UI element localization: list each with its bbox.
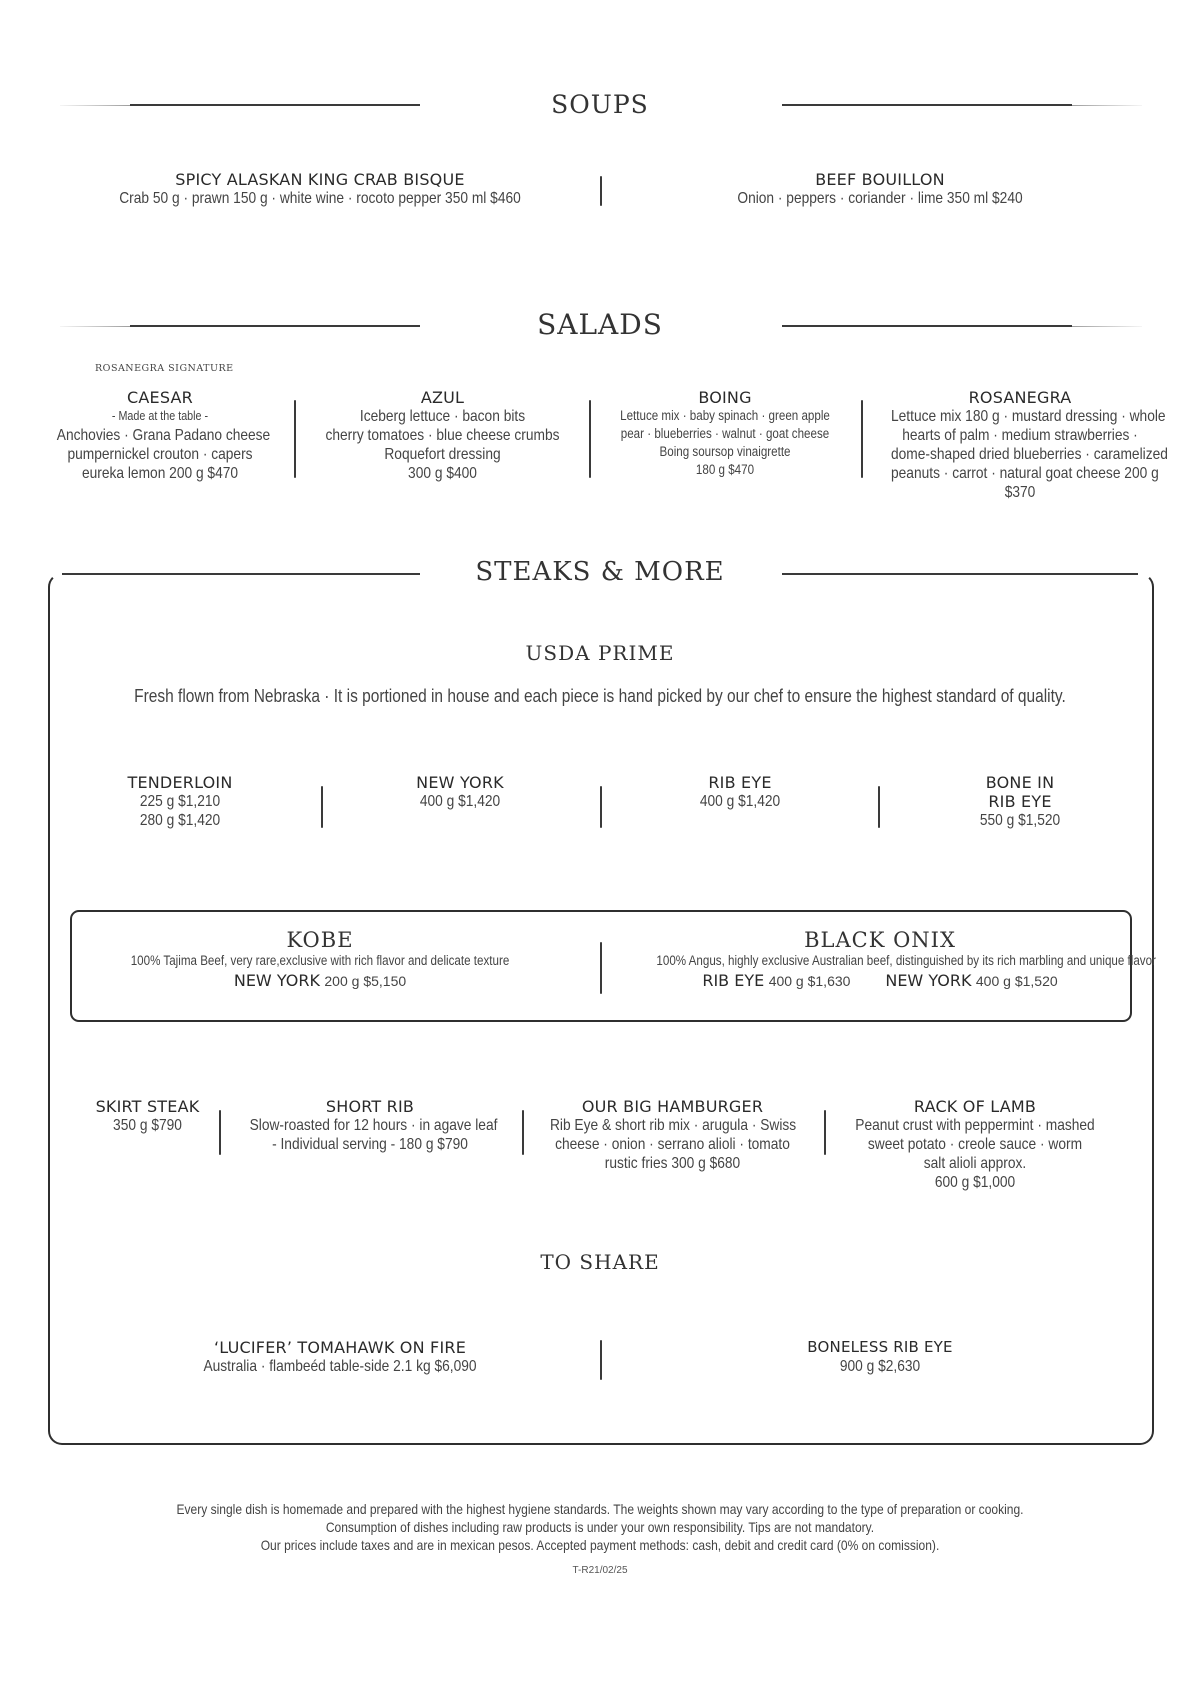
share-item <box>680 1338 1080 1376</box>
item-name: TENDERLOIN <box>127 773 233 792</box>
item-name: AZUL <box>420 388 465 407</box>
item-line: dome-shaped dried blueberries · caramelized <box>891 446 1168 463</box>
item-description: Australia · flambeéd table-side 2.1 kg $6,090 <box>203 1358 477 1375</box>
black-onix-cut1-detail: 400 g $1,630 <box>768 973 851 989</box>
salads-rule-right <box>782 325 1072 327</box>
item-name: SHORT RIB <box>325 1097 415 1116</box>
divider <box>600 1340 602 1380</box>
black-onix-title: BLACK ONIX <box>804 928 956 952</box>
steak-item <box>920 773 1120 830</box>
item-name: NEW YORK <box>416 773 504 792</box>
item-line: - Individual serving - 180 g $790 <box>272 1136 468 1153</box>
divider <box>600 786 602 828</box>
share-item <box>120 1338 560 1376</box>
kobe-cut-name: NEW YORK <box>233 971 320 990</box>
section-title-steaks: STEAKS & MORE <box>475 557 725 587</box>
item-line: Roquefort dressing <box>384 446 501 463</box>
usda-intro-wrap <box>0 685 1200 707</box>
item-name-line2: RIB EYE <box>988 792 1052 811</box>
item-name: SKIRT STEAK <box>95 1097 200 1116</box>
item-description: Crab 50 g · prawn 150 g · white wine · rocoto pepper 350 ml $460 <box>119 190 521 207</box>
footer-line: Every single dish is homemade and prepared with the highest hygiene standards. The weights shown may vary according to the type of preparation or cooking. <box>176 1501 1024 1517</box>
item-line: 400 g $1,420 <box>699 793 781 810</box>
divider <box>294 400 296 478</box>
divider <box>600 176 602 206</box>
item-name: BOING <box>698 388 752 407</box>
more-item <box>230 1097 510 1154</box>
subsection-title-usda: USDA PRIME <box>525 641 675 665</box>
item-name: BONELESS RIB EYE <box>807 1338 953 1356</box>
item-line: peanuts · carrot · natural goat cheese 200 g <box>891 465 1159 482</box>
item-description: 900 g $2,630 <box>839 1358 921 1375</box>
steak-item <box>360 773 560 811</box>
footer <box>0 1500 1200 1580</box>
item-line: rustic fries 300 g $680 <box>604 1155 741 1172</box>
item-line: Anchovies · Grana Padano cheese <box>56 427 271 444</box>
more-item <box>75 1097 220 1135</box>
item-line: 225 g $1,210 <box>139 793 221 810</box>
salad-item <box>600 388 850 479</box>
divider <box>824 1110 826 1155</box>
item-line: Slow-roasted for 12 hours · in agave leaf <box>249 1117 498 1134</box>
kobe-cut-line <box>95 970 545 993</box>
footer-line: Consumption of dishes including raw products is under your own responsibility. Tips are not mandatory. <box>325 1519 875 1535</box>
item-note: - Made at the table - <box>111 409 209 423</box>
soups-rule-right-fade <box>1072 105 1142 106</box>
black-onix-cut2-name: NEW YORK <box>885 971 972 990</box>
salad-item <box>40 388 280 483</box>
item-name: ROSANEGRA <box>968 388 1072 407</box>
footer-code: T-R21/02/25 <box>572 1565 628 1576</box>
item-line: 600 g $1,000 <box>934 1174 1016 1191</box>
item-description: Onion · peppers · coriander · lime 350 ml $240 <box>737 190 1023 207</box>
steak-item <box>80 773 280 830</box>
divider <box>861 400 863 478</box>
item-line: cheese · onion · serrano alioli · tomato <box>555 1136 790 1153</box>
item-line: 280 g $1,420 <box>139 812 221 829</box>
divider <box>600 942 602 994</box>
soups-rule-right <box>782 104 1072 106</box>
black-onix-cut2-detail: 400 g $1,520 <box>975 973 1058 989</box>
divider <box>522 1110 524 1155</box>
item-line: $370 <box>1004 484 1036 501</box>
item-line: pear · blueberries · walnut · goat cheese <box>620 426 830 441</box>
divider <box>321 786 323 828</box>
kobe-block <box>95 928 545 993</box>
section-title-soups: SOUPS <box>551 90 649 119</box>
item-name: ‘LUCIFER’ TOMAHAWK ON FIRE <box>213 1338 467 1357</box>
black-onix-cut1-name: RIB EYE <box>702 971 765 990</box>
more-item <box>835 1097 1115 1192</box>
item-name: CAESAR <box>127 388 193 407</box>
item-line: Peanut crust with peppermint · mashed <box>855 1117 1095 1134</box>
kobe-cut-detail: 200 g $5,150 <box>324 973 407 989</box>
black-onix-description: 100% Angus, highly exclusive Australian beef, distinguished by its rich marbling and unique flavor <box>656 953 1156 968</box>
usda-intro: Fresh flown from Nebraska · It is portioned in house and each piece is hand picked by our chef to ensure the highest standard of quality. <box>134 686 1066 706</box>
kobe-title: KOBE <box>286 928 354 952</box>
black-onix-block <box>620 928 1156 993</box>
salad-item <box>870 388 1170 502</box>
item-line: pumpernickel crouton · capers <box>67 446 253 463</box>
soup-item <box>630 170 1130 208</box>
subsection-title-to-share: TO SHARE <box>540 1250 660 1274</box>
soup-item <box>60 170 580 208</box>
item-line: eureka lemon 200 g $470 <box>81 465 239 482</box>
item-name: RIB EYE <box>708 773 772 792</box>
item-name: BONE IN <box>985 773 1055 792</box>
footer-line: Our prices include taxes and are in mexican pesos. Accepted payment methods: cash, debit and credit card (0% on comission). <box>260 1537 940 1553</box>
item-line: Lettuce mix 180 g · mustard dressing · whole <box>891 408 1166 425</box>
item-line: 550 g $1,520 <box>979 812 1061 829</box>
item-line: salt alioli approx. <box>923 1155 1027 1172</box>
item-line: sweet potato · creole sauce · worm <box>867 1136 1083 1153</box>
item-line: hearts of palm · medium strawberries · <box>902 427 1138 444</box>
item-line: Boing soursop vinaigrette <box>659 444 791 459</box>
item-line: 180 g $470 <box>695 462 755 477</box>
item-line: Iceberg lettuce · bacon bits <box>359 408 526 425</box>
item-name: SPICY ALASKAN KING CRAB BISQUE <box>175 170 465 189</box>
divider <box>878 786 880 828</box>
item-line: Lettuce mix · baby spinach · green apple <box>620 408 830 423</box>
signature-tag: ROSANEGRA SIGNATURE <box>95 363 234 374</box>
item-name: RACK OF LAMB <box>913 1097 1037 1116</box>
item-name: BEEF BOUILLON <box>815 170 945 189</box>
section-title-salads: SALADS <box>537 308 663 341</box>
item-line: 400 g $1,420 <box>419 793 501 810</box>
more-item <box>530 1097 815 1173</box>
black-onix-cuts-line <box>620 970 1140 993</box>
divider <box>219 1110 221 1155</box>
kobe-description: 100% Tajima Beef, very rare,exclusive with rich flavor and delicate texture <box>130 953 510 968</box>
item-line: cherry tomatoes · blue cheese crumbs <box>325 427 560 444</box>
salads-rule-right-fade <box>1072 326 1142 327</box>
item-line: 350 g $790 <box>113 1117 182 1134</box>
salad-item <box>305 388 580 483</box>
steak-item <box>640 773 840 811</box>
divider <box>589 400 591 478</box>
item-name: OUR BIG HAMBURGER <box>581 1097 764 1116</box>
item-line: Rib Eye & short rib mix · arugula · Swiss <box>549 1117 797 1134</box>
item-line: 300 g $400 <box>408 465 477 482</box>
